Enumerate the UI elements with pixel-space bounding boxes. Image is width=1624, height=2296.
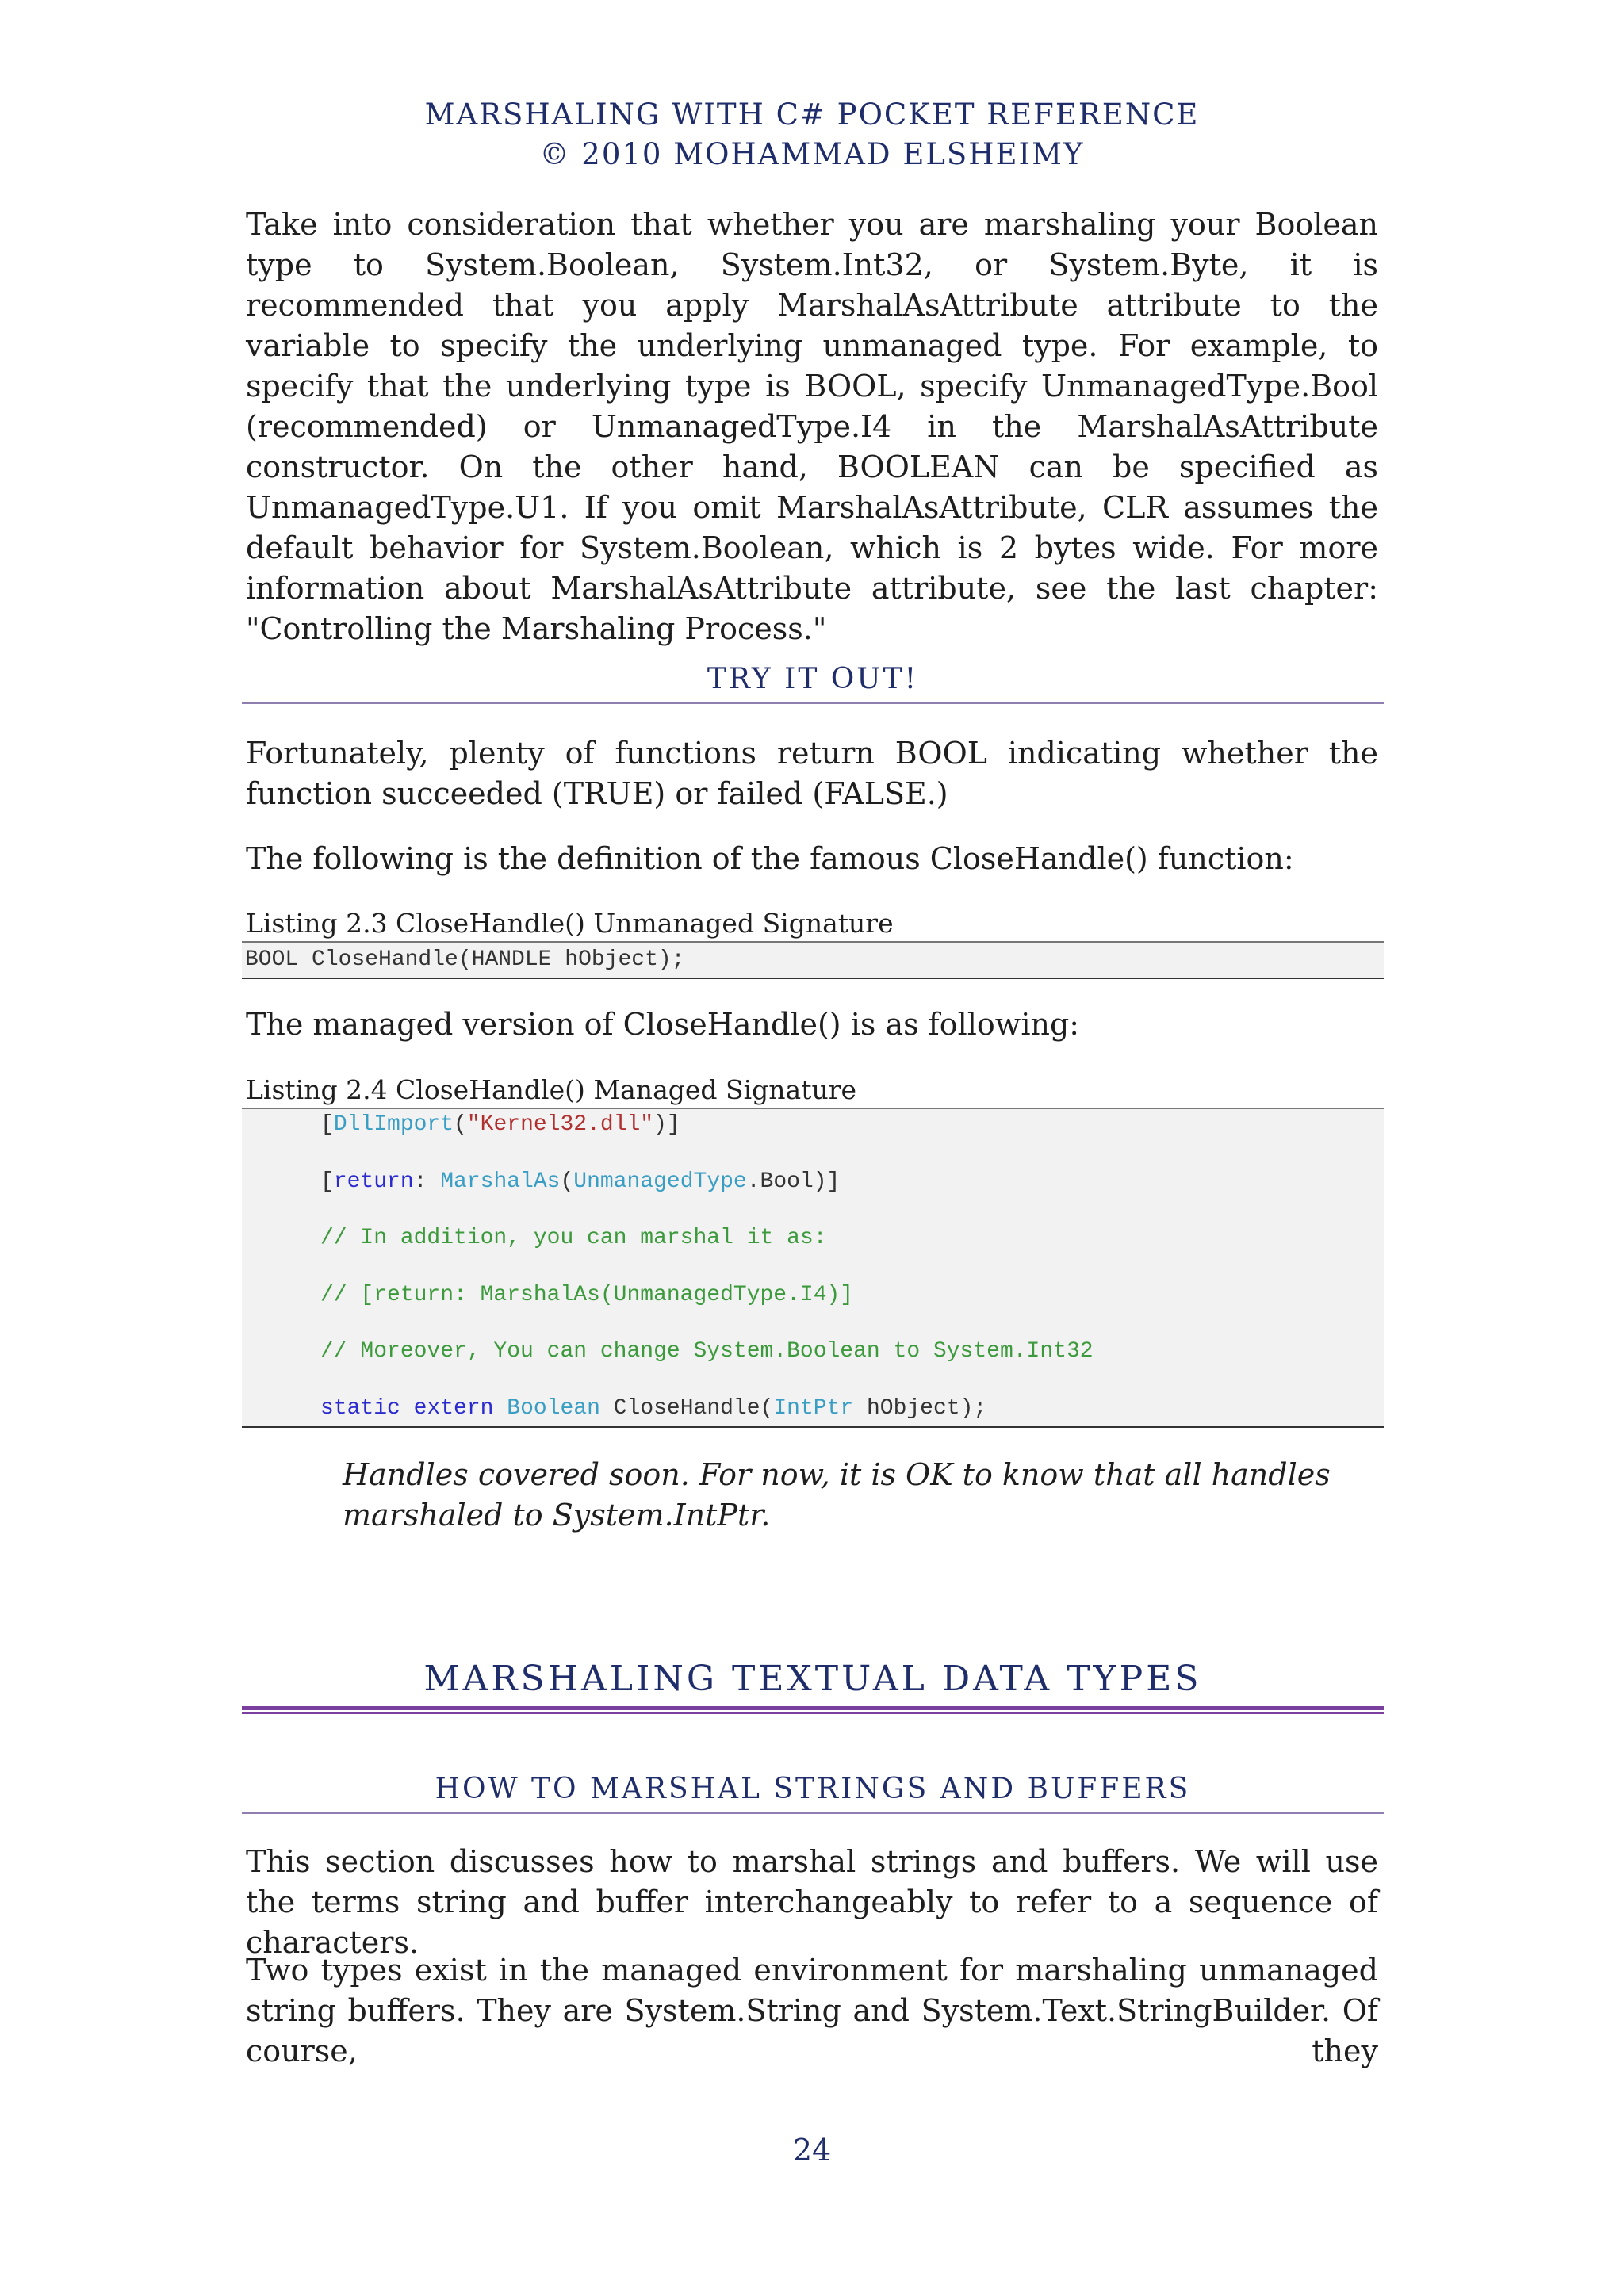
try-it-out-paragraph-2: The following is the definition of the famous CloseHandle() function:: [246, 841, 1294, 876]
header-book-title: MARSHALING WITH C# POCKET REFERENCE: [424, 98, 1200, 132]
code-line-comment-2: // [return: MarshalAs(UnmanagedType.I4)]: [320, 1283, 854, 1307]
code-token: [: [320, 1112, 334, 1137]
try-it-out-heading: TRY IT OUT!: [707, 663, 919, 695]
code-token-type: Boolean: [507, 1396, 600, 1421]
listing-2-3-code: BOOL CloseHandle(HANDLE hObject);: [245, 947, 685, 972]
section-rule: [242, 1812, 1384, 1814]
section-paragraph-2: Two types exist in the managed environment for marshaling unmanaged string buffers. They are System.String and System.Text.StringBuilder. Of course, they: [246, 1953, 1378, 2068]
page-number: 24: [792, 2133, 832, 2168]
code-token: CloseHandle(: [599, 1396, 774, 1421]
header-copyright: © 2010 MOHAMMAD ELSHEIMY: [539, 137, 1085, 171]
code-token: [: [320, 1169, 334, 1194]
try-it-out-body: [246, 733, 1378, 814]
code-token-type: IntPtr: [773, 1396, 854, 1421]
code-line-comment-1: // In addition, you can marshal it as:: [320, 1226, 827, 1250]
chapter-rule-thin: [242, 1712, 1384, 1714]
code-line-declaration: [320, 1396, 986, 1421]
managed-intro-paragraph: The managed version of CloseHandle() is as following:: [246, 1007, 1080, 1042]
handles-note: Handles covered soon. For now, it is OK to know that all handles marshaled to System.IntPtr.: [343, 1457, 1331, 1533]
code-token: [493, 1396, 507, 1421]
managed-intro-block: [246, 1004, 1378, 1045]
code-token-keyword: return: [333, 1169, 414, 1194]
code-token: (: [560, 1169, 574, 1194]
section-body-2: [246, 1950, 1378, 2072]
try-it-out-paragraph-1: Fortunately, plenty of functions return BOOL indicating whether the function succeeded (TRUE) or failed (FALSE.): [246, 736, 1378, 811]
listing-2-4-caption: Listing 2.4 CloseHandle() Managed Signature: [246, 1074, 857, 1105]
code-token-type: MarshalAs: [440, 1169, 561, 1194]
intro-paragraph: Take into consideration that whether you are marshaling your Boolean type to System.Boolean, System.Int32, or System.Byte, it is recommended that you apply MarshalAsAttribute attribute to the variable to specify the underlying unmanaged type. For example, to specify that the underlying type is BOOL, specify UnmanagedType.Bool (recommended) or UnmanagedType.I4 in the MarshalAsAttribute constructor. On the other hand, BOOLEAN can be specified as UnmanagedType.U1. If you omit MarshalAsAttribute, CLR assumes the default behavior for System.Boolean, which is 2 bytes wide. For more information about MarshalAsAttribute attribute, see the last chapter: "Controlling the Marshaling Process.": [246, 207, 1378, 646]
chapter-heading: MARSHALING TEXTUAL DATA TYPES: [423, 1659, 1202, 1699]
try-it-out-rule: [242, 702, 1384, 704]
section-paragraph-1: This section discusses how to marshal strings and buffers. We will use the terms string and buffer interchangeably to refer to a sequence of characters.: [246, 1844, 1378, 1960]
code-token: )]: [653, 1112, 680, 1137]
code-line-comment-3: // Moreover, You can change System.Boolean to System.Int32: [320, 1339, 1094, 1364]
intro-block: [246, 205, 1378, 649]
code-token-string: "Kernel32.dll": [466, 1112, 654, 1137]
code-token: :: [413, 1169, 441, 1194]
code-token-keyword: static: [320, 1396, 400, 1421]
try-it-out-body-2: [246, 839, 1378, 879]
running-header: [0, 95, 1624, 174]
code-token: .Bool)]: [746, 1169, 841, 1194]
chapter-rule-thick: [242, 1706, 1384, 1710]
code-token: hObject);: [853, 1396, 987, 1421]
code-token-type: UnmanagedType: [573, 1169, 747, 1194]
listing-2-3-caption: Listing 2.3 CloseHandle() Unmanaged Signature: [246, 908, 894, 939]
section-heading: HOW TO MARSHAL STRINGS AND BUFFERS: [435, 1773, 1191, 1805]
code-token-type: DllImport: [333, 1112, 454, 1137]
section-body-1: [246, 1842, 1378, 1963]
code-token: [400, 1396, 414, 1421]
code-line-return-attribute: [320, 1169, 840, 1194]
code-token: (: [454, 1112, 467, 1137]
code-token-keyword: extern: [413, 1396, 494, 1421]
listing-2-4-code-box: [242, 1108, 1384, 1428]
code-line-dllimport: [320, 1112, 680, 1137]
listing-2-3-code-box: [242, 941, 1384, 979]
